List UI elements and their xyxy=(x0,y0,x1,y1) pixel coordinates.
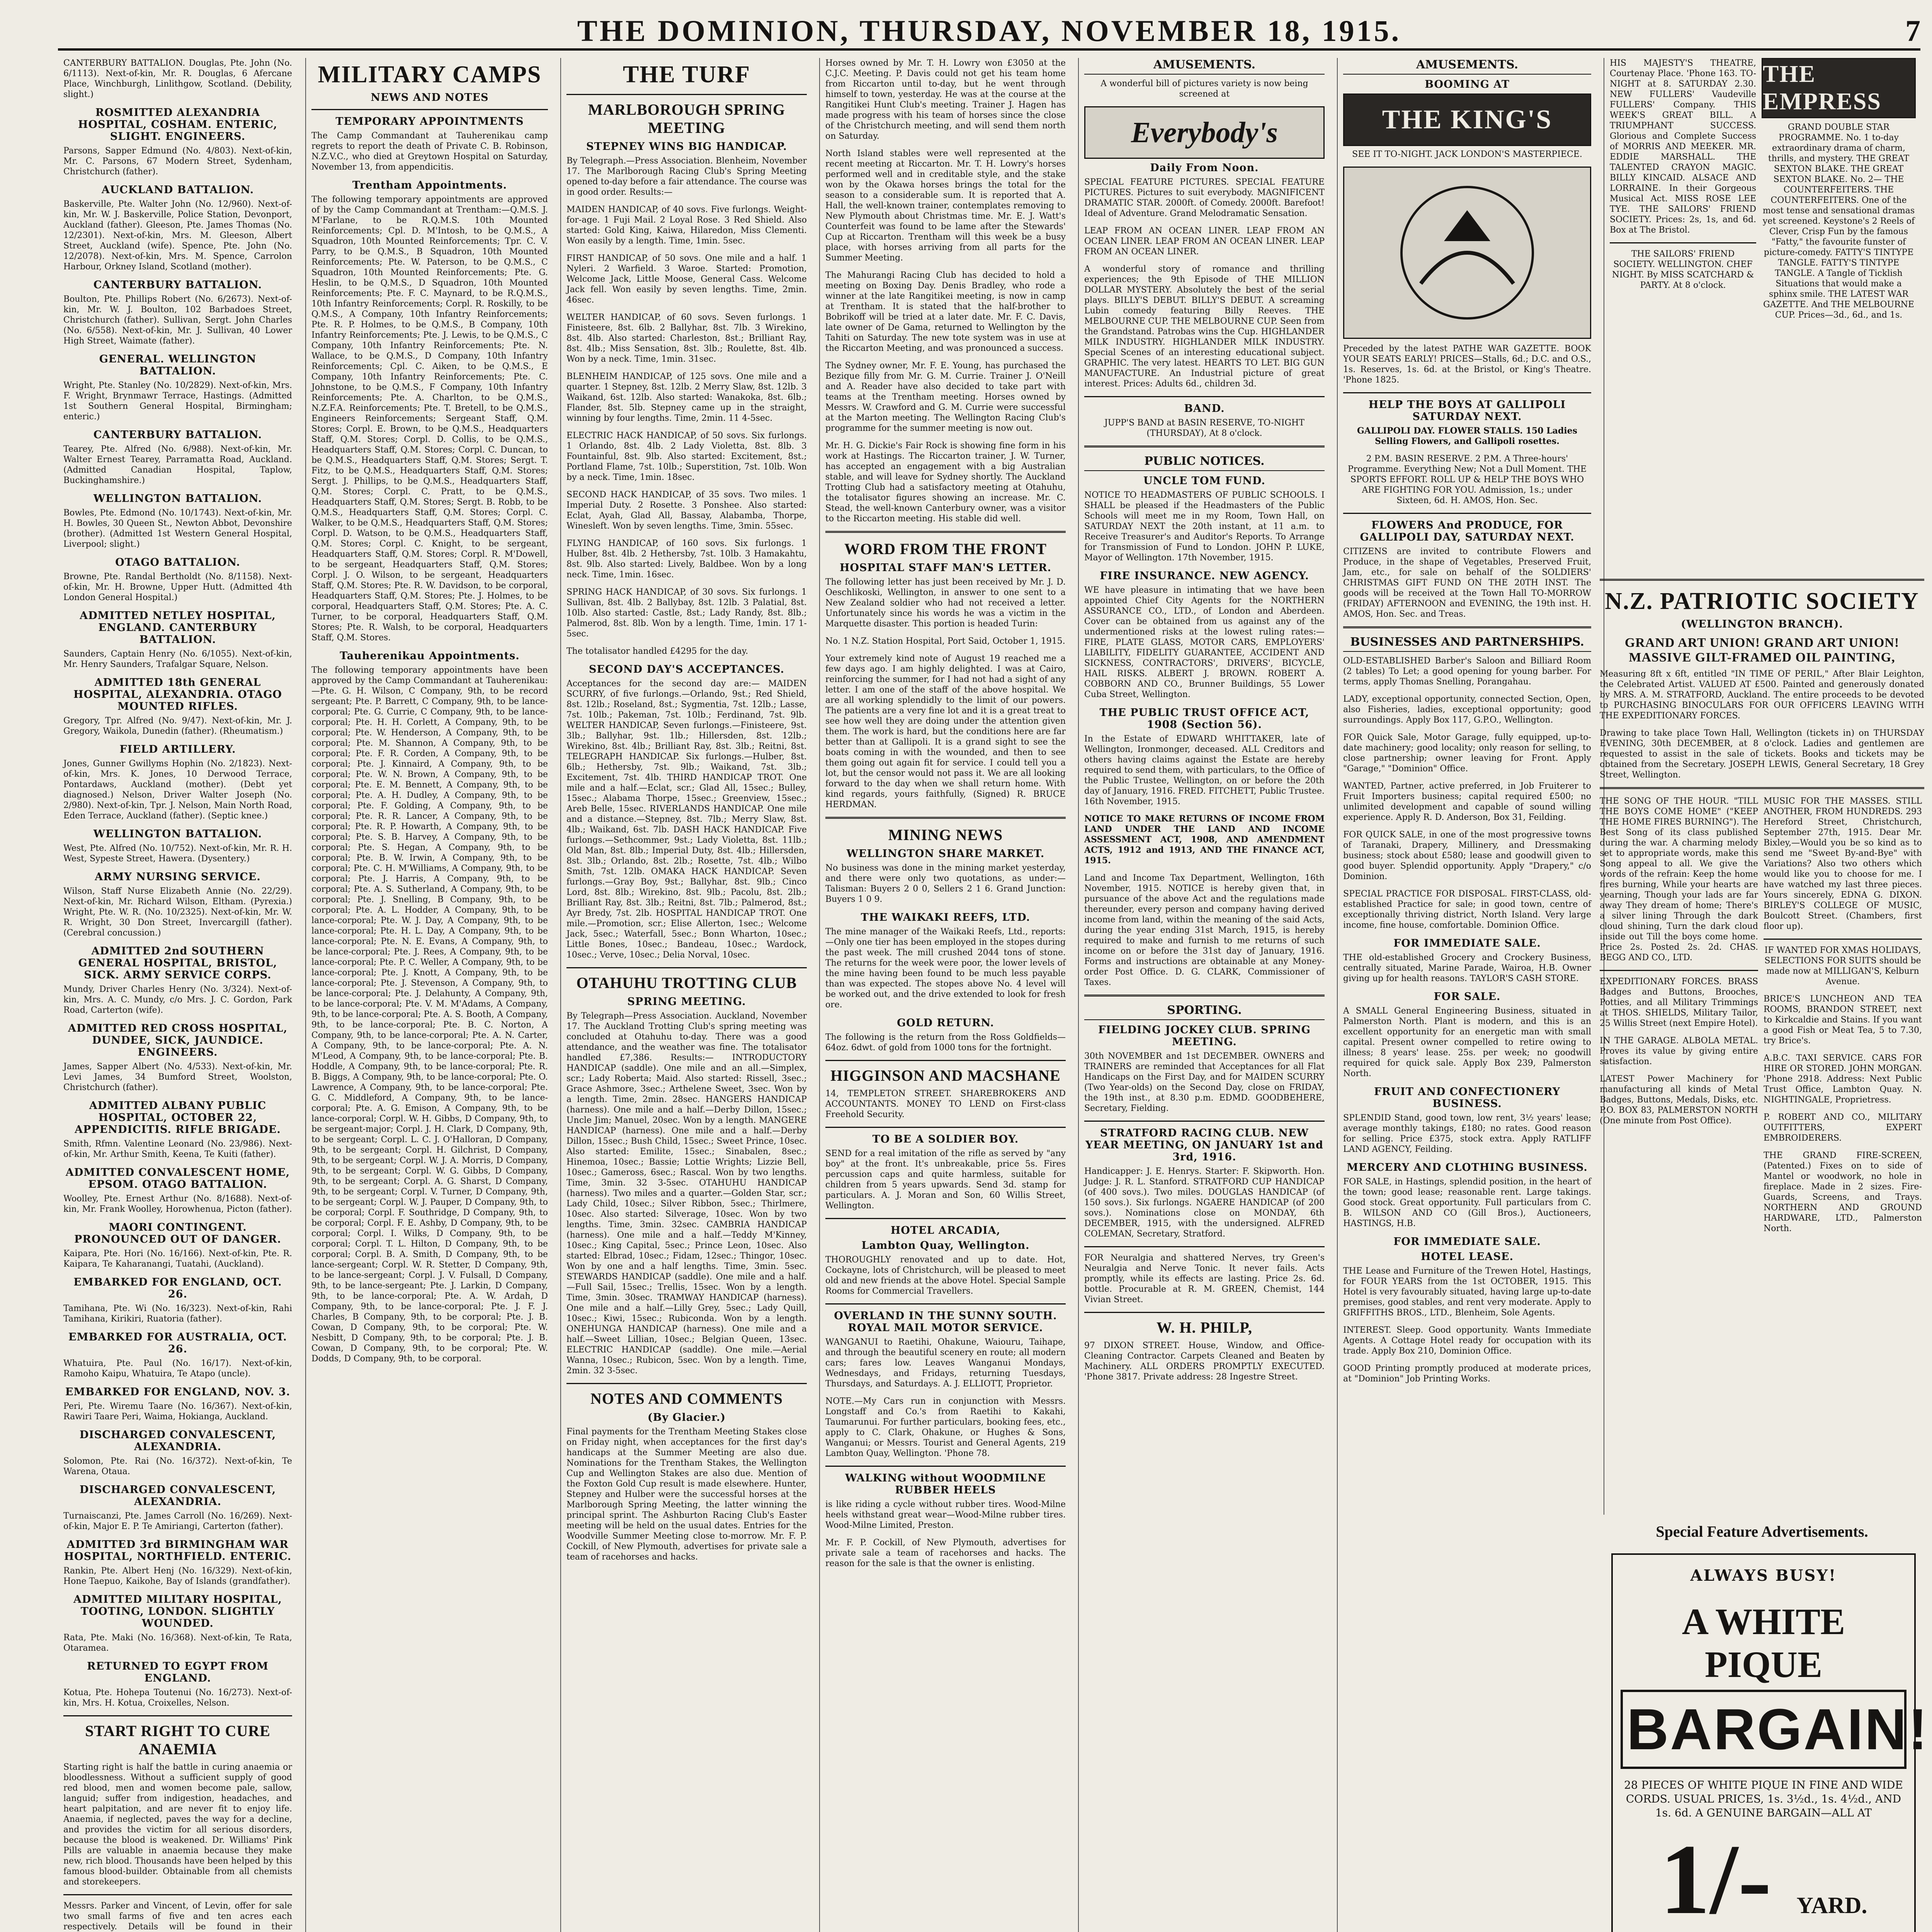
heading: ADMITTED NETLEY HOSPITAL, ENGLAND. CANTERBURY BATTALION. xyxy=(80,610,276,646)
column-turf-continued xyxy=(819,58,1071,1932)
text: By Telegraph—Press Association. Auckland, November 17. The Auckland Trotting Club's spring meeting was concluded at Otahuhu to-day. There was a good attendance, and the weather was fine. The totalisator handled £7,386. Results:— INTRODUCTORY HANDICAP (saddle). One mile and an all.—Simplex, scr.; Lady Roberta; Maid. Also started: Rissell, 3sec.; Grace Ashmore, 3sec.; Arthelene Sweet, 3sec. Won by a length. Time, 2min. 28sec. HANGERS HANDICAP (harness). One mile and a half.—Derby Dillon, 15sec.; Uncle Jim; Manuel, 20sec. Won by a length. MANGERE HANDICAP (harness). One mile and a half.—Derby Dillon, 15sec.; Bush Child, 15sec.; Sweet Prince, 10sec. Also started: Emilite, 15sec.; Sinabalen, 8sec.; Hinemoa, 10sec.; Bassie; Lottie Wrights; Lizzie Bell, 10sec.; Gameross, 6sec.; Rascal. Won by two lengths. Time, 3min. 32 3-5sec. OTAHUHU HANDICAP (harness). Two miles and a quarter.—Golden Star, scr.; Lady Child, 10sec.; Silver Ribbon, 5sec.; Thirlmere, 10sec. Also started: Silverage, 10sec. Won by two lengths. Time, 3min. 32sec. CAMBRIA HANDICAP (harness). One mile and a half.—Teddy M'Kinney, 10sec.; King Capital, 5sec.; Prince Leon, 10sec. Also started: Elbrad, 10sec.; Fidam, 12sec.; Thingor, 10sec. Won by one and a half lengths. Time, 3min. 5sec. STEWARDS HANDICAP (saddle). One mile and a half.—Full Sail, 15sec.; Trellis, 15sec. Won by a length. Time, 3min. 30sec. TRAMWAY HANDICAP (harness). One mile and a half.—Lilly Grey, 5sec.; Lady Quill, 10sec.; Kiwi, 15sec.; Rubiconda. Won by a length. ONEHUNGA HANDICAP (harness). One mile and a half.—Sweet Lillian, 10sec.; Belgian Queen, 13sec. ELECTRIC HANDICAP (saddle). One mile.—Aerial Wanna, 10sec.; Rubicon, 5sec. Won by a length. Time, 2min. 32 3-5sec. xyxy=(566,1011,807,1376)
subheading: OTAHUHU TROTTING CLUB xyxy=(576,974,797,992)
subheading: HOTEL LEASE. xyxy=(1420,1251,1514,1263)
section-title: THE TURF xyxy=(622,61,751,88)
text: Peri, Pte. Wiremu Taare (No. 16/367). Next-of-kin, Rawiri Taare Peri, Waima, Hokianga, Auckland. xyxy=(63,1401,292,1422)
text: Your extremely kind note of August 19 reached me a few days ago. I am highly delighted. I was at Cairo, reinforcing the summer, for I had not had a sight of any letter. I am one of the staff of the above hospital. We are all working splendidly to the limit of our powers. The patients are a very fine lot and it is a great treat to see how well they are doing under the attention given them. The work is hard, but the conditions here are far better than at Gallipoli. It is a grand sight to see the boats coming in with the wounded, and then to see them going out again fit for service. I could tell you a lot, but the censor would not pass it. We are all looking forward to the day when we shall return home. With kind regards, yours faithfully, (Signed) R. BRUCE HERDMAN. xyxy=(825,654,1066,810)
heading: DISCHARGED CONVALESCENT, ALEXANDRIA. xyxy=(79,1429,276,1453)
text: A wonderful story of romance and thrilling experiences; the 9th Episode of THE MILLION DOLLAR MYSTERY. Absolutely the best of the serial plays. BILLY'S DEBUT. BILLY'S DEBUT. A screaming Lubin comedy featuring Billy Reeves. THE MELBOURNE CUP. THE MELBOURNE CUP. Seen from the Grandstand. Patrobas wins the Cup. HIGHLANDER MILK INDUSTRY. HIGHLANDER MILK INDUSTRY. Special Scenes of an interesting educational subject. GRAPHIC. The very latest. HEARTS TO LET. BIG GUN MANUFACTURE. An Industrial picture of great interest. Prices: Adults 6d., children 3d. xyxy=(1084,264,1325,389)
heading: GENERAL. WELLINGTON BATTALION. xyxy=(99,353,257,377)
subheading: GOLD RETURN. xyxy=(897,1017,994,1029)
text: BRICE'S LUNCHEON AND TEA ROOMS, BRANDON STREET, next to Kirkcaldie and Stains. If you want a good Fish or Meat Tea, 5 to 7.30, try Brice's. xyxy=(1764,994,1922,1046)
text: The mine manager of the Waikaki Reefs, Ltd., reports:—Only one tier has been employed in the stopes during the past week. The mill crushed 2044 tons of stone. The returns for the week were poor, the lower levels of the mine having been found to be much less payable than was expected. The stopes above No. 4 level will be worked out, and the drive extended to look for fresh ore. xyxy=(825,927,1066,1010)
text: 2 P.M. BASIN RESERVE. 2 P.M. A Three-hours' Programme. Everything New; Not a Dull Moment. THE SPORTS EFFORT. ROLL UP & HELP THE BOYS WHO ARE FIGHTING FOR YOU. Admission, 1s.; under Sixteen, 6d. H. AMOS, Hon. Sec. xyxy=(1347,454,1587,505)
subheading: Tauherenikau Appointments. xyxy=(340,650,520,662)
section-title: WORD FROM THE FRONT xyxy=(844,540,1047,558)
text: SPRING HACK HANDICAP, of 30 sovs. Six furlongs. 1 Sullivan, 8st. 4lb. 2 Ballybay, 8st. 12lb. 3 Palatial, 8st. 10lb. Also started: Castle, 8st.; Lady Randy, 8st. 8lb.; Palmerod, 8st. 8lb. Won by a length. Time, 1min. 17 1-5sec. xyxy=(566,587,807,639)
text: HIS MAJESTY'S THEATRE, Courtenay Place. 'Phone 163. TO-NIGHT at 8. SATURDAY 2.30. NEW FULLERS' Vaudeville FULLERS' Company. THIS WEEK'S GREAT BILL. A TRIUMPHANT SUCCESS. Glorious and Complete Success of MORRIS AND MEEKER. MR. EDDIE MARSHALL. THE TALENTED CRAYON MAGIC. BILLY KINCAID. ALSACE AND LORRAINE. In their Gorgeous Musical Act. MISS ROSE LEE TYE. THE SAILORS' FRIEND SOCIETY. Prices: 2s, 1s, and 6d. Box at The Bristol. xyxy=(1610,58,1757,235)
text: Measuring 8ft x 6ft, entitled "IN TIME OF PERIL," After Blair Leighton, the Celebrated Artist. VALUED AT £500. Painted and generously donated by MRS. A. M. STRATFORD, Auckland. The entire proceeds to be devoted to PURCHASING BINOCULARS FOR OUR OFFICERS LEAVING WITH THE EXPEDITIONARY FORCES. xyxy=(1600,669,1924,721)
text: Gregory, Tpr. Alfred (No. 9/47). Next-of-kin, Mr. J. Gregory, Waikola, Dunedin (father). (Rheumatism.) xyxy=(63,716,292,736)
subheading: MARLBOROUGH SPRING MEETING xyxy=(588,101,786,136)
logo-text: THE KING'S xyxy=(1382,105,1553,134)
price-unit: YARD. xyxy=(1796,1893,1867,1918)
column-amusements-notices xyxy=(1078,58,1330,1932)
ad-text: FOR Neuralgia and shattered Nerves, try Green's Neuralgia and Nerve Tonic. It never fails. Acts promptly, while its effects are lasting. Price 2s. 6d. bottle. Procurable at R. M. GREEN, Chemist, 144 Vivian Street. xyxy=(1084,1253,1325,1304)
text: Whatuira, Pte. Paul (No. 16/17). Next-of-kin, Ramoho Kaipu, Whatuira, Te Atapo (uncle). xyxy=(63,1359,292,1379)
text: THE SAILORS' FRIEND SOCIETY. WELLINGTON. CHEF NIGHT. By MISS SCATCHARD & PARTY. At 8 o'clock. xyxy=(1612,249,1754,290)
ad-heading: OVERLAND IN THE SUNNY SOUTH. ROYAL MAIL MOTOR SERVICE. xyxy=(834,1310,1057,1334)
text: The following temporary appointments have been approved by the Camp Commandant at Tauherenikau:—Pte. G. H. Wilson, C Company, 9th, to be record sergeant; Pte. P. Barrett, C Company, 9th, to be lance-corporal; Pte. G. Currie, C Company, 9th, to be lance-corporal; Pte. H. H. Corlett, A Company, 9th, to be corporal; Pte. W. Henderson, A Company, 9th, to be corporal; Pte. M. Shannon, A Company, 9th, to be corporal; Pte. F. R. Corden, A Company, 9th, to be corporal; Pte. J. Kinnaird, A Company, 9th, to be corporal; Pte. W. N. Brown, A Company, 9th, to be corporal; Pte. E. M. Bennett, A Company, 9th, to be corporal; Pte. A. H. Dudley, A Company, 9th, to be corporal; Pte. F. Golding, A Company, 9th, to be corporal; Pte. R. R. Lancer, A Company, 9th, to be corporal; Pte. R. P. Howarth, A Company, 9th, to be corporal; Pte. S. B. Harvey, A Company, 9th, to be corporal; Pte. S. Hegan, A Company, 9th, to be corporal; Pte. B. W. Irwin, A Company, 9th, to be corporal; Pte. C. H. M'Williams, A Company, 9th, to be corporal; Pte. J. Harris, A Company, 9th, to be corporal; Pte. A. S. Sutherland, A Company, 9th, to be corporal; Pte. J. Snelling, B Company, 9th, to be corporal; Pte. A. L. Hodder, A Company, 9th, to be lance-corporal; Pte. W. J. Day, A Company, 9th, to be lance-corporal; Pte. H. L. Day, A Company, 9th, to be lance-corporal; Pte. N. E. Evans, A Company, 9th, to be lance-corporal; Pte. J. Rees, A Company, 9th, to be lance-corporal; Pte. P. C. Weller, A Company, 9th, to be lance-corporal; Pte. J. Knott, A Company, 9th, to be lance-corporal; Pte. J. Stevenson, A Company, 9th, to be lance-corporal; Pte. J. Delahunty, A Company, 9th, to be lance-corporal; Pte. V. M. M'Adams, A Company, 9th, to be lance-corporal; Pte. A. S. Booth, A Company, 9th, to be lance-corporal; Pte. B. C. Norton, A Company, 9th, to be lance-corporal; Pte. A. N. Carter, A Company, 9th, to be lance-corporal; Pte. A. N. M'Leod, A Company, 9th, to be lance-corporal; Pte. B. Hoddle, A Company, 9th, to be lance-corporal; Pte. R. B. Biggs, A Company, 9th, to be lance-corporal; Pte. O. Lawrence, A Company, 9th, to be lance-corporal; Pte. G. C. Middleford, A Company, 9th, to be lance-corporal; Pte. A. G. Emison, A Company, 9th, to be lance-corporal; Corpl. W. H. Gibbs, D Company, 9th, to be sergeant-major; Corpl. J. H. Clark, D Company, 9th, to be sergeant; Corpl. L. C. J. O'Halloran, D Company, 9th, to be sergeant; Corpl. H. Gilchrist, D Company, 9th, to be sergeant; Corpl. W. J. A. Morris, D Company, 9th, to be sergeant; Corpl. W. G. Gibbs, D Company, 9th, to be sergeant; Corpl. A. G. Sharst, D Company, 9th, to be sergeant; Corpl. V. Turner, D Company, 9th, to be sergeant; Corpl. W. J. Pauper, D Company, 9th, to be corporal; Corpl. F. Southridge, D Company, 9th, to be corporal; Corpl. F. E. Ashby, D Company, 9th, to be corporal; Corpl. I. Wilks, D Company, 9th, to be corporal; Corpl. T. L. Hilton, D Company, 9th, to be corporal; Corpl. B. A. Smith, D Company, 9th, to be lance-sergeant; Corpl. W. R. Stetter, D Company, 9th, to be lance-sergeant; Corpl. J. V. Fulsall, D Company, 9th, to be lance-sergeant; Pte. J. Larkin, D Company, 9th, to be lance-corporal; Pte. A. W. Ardah, D Company, 9th, to be lance-corporal; Pte. J. F. J. Charles, B Company, 9th, to be corporal; Pte. J. B. Cowan, D Company, 9th, to be corporal; Pte. W. Nesbitt, D Company, 9th, to be corporal; Pte. J. B. Cowan, D Company, 9th, to be corporal; Pte. W. Dodds, D Company, 9th, to be corporal. xyxy=(311,665,548,1364)
ad-text: THOROUGHLY renovated and up to date. Hot, Cockayne, lots of Christchurch, will be pleased to meet old and new friends at the above Hotel. Special Sample Rooms for Commercial Travellers. xyxy=(825,1255,1066,1296)
ad-text: SEND for a real imitation of the rifle as served by "any boy" at the front. It's unbreakable, price 5s. Fires percussion caps and quite harmless, suitable for children from 5 years upwards. Send 3d. stamp for particulars. A. J. Moran and Son, 60 Willis Street, Wellington. xyxy=(825,1149,1066,1211)
text: Wilson, Staff Nurse Elizabeth Annie (No. 22/29). Next-of-kin, Mr. Richard Wilson, Eltham. (Pyrexia.) Wright, Pte. W. R. (No. 10/2325). Next-of-kin, Mr. W. R. Wright, 30 Don Street, Invercargill (father). (Cerebral concussion.) xyxy=(63,886,292,938)
column-military-camps xyxy=(305,58,553,1932)
text: CITIZENS are invited to contribute Flowers and Produce, in the shape of Vegetables, Preserved Fruit, Jam, etc., for sale on behalf of the SOLDIERS' CHRISTMAS GIFT FUND ON THE 20TH INST. The goods will be received at the Town Hall TO-MORROW (FRIDAY) AFTERNOON and EVENING, the 19th inst. H. AMOS, Hon. Sec. and Treas. xyxy=(1343,547,1591,619)
heading: EMBARKED FOR AUSTRALIA, OCT. 26. xyxy=(68,1331,287,1355)
ad-bargain: BARGAIN! xyxy=(1621,1690,1906,1769)
subheading: FRUIT AND CONFECTIONERY BUSINESS. xyxy=(1374,1086,1561,1110)
page-number: 7 xyxy=(1905,14,1920,48)
patriotic-society-ad xyxy=(1600,572,1924,1241)
column-casualties xyxy=(58,58,298,1932)
heading: WELLINGTON BATTALION. xyxy=(93,828,262,840)
subheading: Trentham Appointments. xyxy=(352,179,507,191)
text: SPECIAL PRACTICE FOR DISPOSAL. FIRST-CLASS, old-established Practice for sale; in good town, centre of exceptionally thriving district, North Island. Very large income, fine house, comfortable. Dominion Office. xyxy=(1343,889,1591,930)
text: FLYING HANDICAP, of 160 sovs. Six furlongs. 1 Hulber, 8st. 4lb. 2 Hethersby, 7st. 10lb. 3 Hamakahtu, 8st. 9lb. Also started: Lively, Baldbee. Won by a long neck. Time, 1min. 16sec. xyxy=(566,539,807,580)
heading: FIELD ARTILLERY. xyxy=(119,743,236,755)
text: THE GRAND FIRE-SCREEN, (Patented.) Fixes on to side of Mantel or woodwork, no hole in fireplace. Made in 2 sizes. Fire-Guards, Screens, and Trays. NORTHERN AND GROUND HARDWARE, LTD., Palmerston North. xyxy=(1764,1151,1922,1233)
ad-heading: START RIGHT TO CURE ANAEMIA xyxy=(85,1722,270,1758)
text: The totalisator handled £4295 for the day. xyxy=(566,646,748,656)
text: MAIDEN HANDICAP, of 40 sovs. Five furlongs. Weight-for-age. 1 Fuji Mail. 2 Loyal Rose. 3 Red Shield. Also started: Gold King, Kaiwa, Hilaredon, Miss Clementi. Won easily by a length. Time, 1min. 5sec. xyxy=(566,205,807,246)
text: BLENHEIM HANDICAP, of 125 sovs. One mile and a quarter. 1 Stepney, 8st. 12lb. 2 Merry Slaw, 8st. 12lb. 3 Waikand, 6st. 12lb. Also started: Wanakoka, 8st. 6lb.; Flander, 8st. 5lb. Stepney came up in the straight, winning by four lengths. Time, 2min. 11 4-5sec. xyxy=(566,372,807,423)
ad-heading: W. H. PHILP, xyxy=(1156,1319,1252,1336)
section-title: AMUSEMENTS. xyxy=(1343,58,1591,75)
text: Rankin, Pte. Albert Henj (No. 16/329). Next-of-kin, Hone Taepuo, Kaikohe, Bay of Islands (grandfather). xyxy=(63,1566,292,1586)
ad-text: 14, TEMPLETON STREET. SHAREBROKERS AND ACCOUNTANTS. MONEY TO LEND on First-class Freehold Security. xyxy=(825,1089,1066,1119)
heading: CANTERBURY BATTALION. xyxy=(93,279,262,291)
subheading: (By Glacier.) xyxy=(647,1412,726,1423)
price: 1/- xyxy=(1660,1824,1772,1932)
subheading: HOSPITAL STAFF MAN'S LETTER. xyxy=(839,562,1052,574)
text: SECOND HACK HANDICAP, of 35 sovs. Two miles. 1 Imperial Duty. 2 Rosette. 3 Ponshee. Also started: Eclat, Ayah, Glad All, Bassay, Alabamba, Thorpe, Winesleft. Won by seven lengths. Time, 3min. 55sec. xyxy=(566,490,807,531)
heading: ADMITTED 18th GENERAL HOSPITAL, ALEXANDRIA. OTAGO MOUNTED RIFLES. xyxy=(73,677,282,713)
ad-tagline: ALWAYS BUSY! xyxy=(1690,1566,1837,1585)
text: Tearey, Pte. Alfred (No. 6/988). Next-of-kin, Mr. Walter Ernest Tearey, Parramatta Road, Auckland. (Admitted Canadian Hospital, Taplow, Buckinghamshire.) xyxy=(63,444,292,485)
heading: RETURNED TO EGYPT FROM ENGLAND. xyxy=(87,1660,269,1684)
text: WANTED, Partner, active preferred, in Job Fruiterer to Fruit Importers business; capital required £500; no unlimited development and capable of sound willing experience. Apply R. D. Anderson, Box 31, Feilding. xyxy=(1343,781,1591,822)
text: THE Lease and Furniture of the Trewen Hotel, Hastings, for FOUR YEARS from the 1st OCTOBER, 1915. This Hotel is very favourably situated, having large up-to-date premises, good stables, and rent very moderate. Apply to GRIFFITHS BROS., LTD., Blenheim, Sole Agents. xyxy=(1343,1266,1591,1318)
heading: ROSMITTED ALEXANDRIA HOSPITAL, COSHAM. ENTERIC, SLIGHT. ENGINEERS. xyxy=(78,107,277,143)
ad-subheading: (WELLINGTON BRANCH). xyxy=(1681,618,1843,630)
text: A.B.C. TAXI SERVICE. CARS FOR HIRE OR STORED. JOHN MORGAN. 'Phone 2918. Address: Next Public Trust Office, Lambton Quay. N. NIGHTINGALE, Proprietress. xyxy=(1764,1053,1922,1105)
text: The Mahurangi Racing Club has decided to hold a meeting on Boxing Day. Denis Bradley, who rode a winner at the late Rangitikei meeting, is now in camp at Trentham. It is stated that the half-brother to Bobrikoff will be tried at a later date. Mr. F. C. Davis, late owner of De Gama, returned to Wellington by the Tahiti on Saturday. The new tote system was in use at the Riccarton Meeting, and was pronounced a success. xyxy=(825,270,1066,353)
ad-text: Starting right is half the battle in curing anaemia or bloodlessness. Without a sufficient supply of good red blood, men and women become pale, sallow, languid; suffer from indigestion, headaches, and heart palpitation, and are never fit to enjoy life. Anaemia, if neglected, paves the way for a decline, and provides the victim for all serious disorders, because the blood is weakened. Dr. Williams' Pink Pills are valuable in anaemia because they make new, rich blood. Thousands have been helped by this famous blood-builder. Obtainable from all chemists and storekeepers. xyxy=(63,1762,292,1887)
text: Kaipara, Pte. Hori (No. 16/166). Next-of-kin, Pte. R. Kaipara, Te Kaharanangi, Tuatahi, (Auckland). xyxy=(63,1249,292,1269)
text: West, Pte. Alfred (No. 10/752). Next-of-kin, Mr. R. H. West, Sypeste Street, Hawera. (Dysentery.) xyxy=(63,844,292,864)
everybodys-logo xyxy=(1084,106,1325,159)
ad-text: NOTE.—My Cars run in conjunction with Messrs. Longstaff and Co.'s from Raetihi to Kakahi, Taumarunui. For further particulars, booking fees, etc., apply to C. Clark, Ohakune, or Hughes & Sons, Wanganui; or Messrs. Tourist and General Agents, 219 Lambton Quay, Wellington. 'Phone 78. xyxy=(825,1396,1066,1458)
text: IN THE GARAGE. ALBOLA METAL. Proves its value by giving entire satisfaction. xyxy=(1600,1036,1758,1066)
heading: CANTERBURY BATTALION. xyxy=(93,429,262,441)
text: Saunders, Captain Henry (No. 6/1055). Next-of-kin, Mr. Henry Saunders, Trafalgar Square, Nelson. xyxy=(63,649,292,669)
text: Parsons, Sapper Edmund (No. 4/803). Next-of-kin, Mr. C. Parsons, 67 Modern Street, Sydenham, Christchurch (father). xyxy=(63,146,292,177)
text: No business was done in the mining market yesterday, and there were only two quotations, as under:— Talisman: Buyers 2 0 0, Sellers 2 1 6. Grand Junction: Buyers 1 0 9. xyxy=(825,863,1066,904)
text: INTEREST. Sleep. Good opportunity. Wants Immediate Agents. A Cottage Hotel ready for occupation with its trade. Apply Box 210, Dominion Office. xyxy=(1343,1325,1591,1356)
text: FOR Quick Sale, Motor Garage, fully equipped, up-to-date machinery; good locality; only reason for selling, to close partnership; owner leaving for Front. Apply "Garage," "Dominion" Office. xyxy=(1343,733,1591,774)
empress-logo xyxy=(1762,58,1916,118)
section-title: SPORTING. xyxy=(1084,1003,1325,1020)
text: FIRST HANDICAP, of 50 sovs. One mile and a half. 1 Nyleri. 2 Warfield. 3 Waroe. Started: Promotion, Welcome Jack, Little Moose, General Cass. Welcome Jack fell. Won easily by seven lengths. Time, 2min. 46sec. xyxy=(566,253,807,305)
subheading: FIELDING JOCKEY CLUB. SPRING MEETING. xyxy=(1098,1024,1311,1048)
text: North Island stables were well represented at the recent meeting at Riccarton. Mr. T. H. Lowry's horses performed well and in creditable style, and the stake won by the Okawa horses brings the total for the season to a considerable sum. It is reported that A. Hall, the well-known trainer, contemplates removing to New Plymouth about Christmas time. Mr. E. J. Watt's Counterfeit was found to be lame after the Stewards' Cup at Riccarton. Trentham will this week be a busy place, with horses arriving from all parts for the Summer Meeting. xyxy=(825,149,1066,263)
text: OLD-ESTABLISHED Barber's Saloon and Billiard Room (2 tables) To Let; a good opening for young barber. For terms, apply Thomas Snelling, Porangahau. xyxy=(1343,656,1591,687)
subheading: Daily From Noon. xyxy=(1150,162,1259,174)
text: Baskerville, Pte. Walter John (No. 12/960). Next-of-kin, Mr. W. J. Baskerville, Police Station, Devonport, Auckland (father). Gleeson, Pte. James Thomas (No. 12/2301). Next-of-kin, Mrs. M. Gleeson, Albert Street, Auckland (wife). Spence, Pte. John (No. 12/2078). Next-of-kin, Mrs. M. Spence, Carrolon Harbour, Orkney Island, Scotland (mother). xyxy=(63,199,292,272)
heading: EMBARKED FOR ENGLAND, OCT. 26. xyxy=(73,1276,282,1300)
heading: DISCHARGED CONVALESCENT, ALEXANDRIA. xyxy=(79,1484,276,1508)
text: FOR SALE, in Hastings, splendid position, in the heart of the town; good lease; reasonable rent. Large takings. Good stock. Great opportunity. Full particulars from C. B. WILSON AND CO (Gill Bros.), Auctioneers, HASTINGS, H.B. xyxy=(1343,1177,1591,1228)
ad-text: 97 DIXON STREET. House, Window, and Office-Cleaning Contractor. Carpets Cleaned and Beaten by Machinery. ALL ORDERS PROMPTLY EXECUTED. 'Phone 3817. Private address: 28 Ingestre Street. xyxy=(1084,1341,1325,1382)
heading: AUCKLAND BATTALION. xyxy=(101,184,254,196)
ad-text: 28 PIECES OF WHITE PIQUE IN FINE AND WIDE CORDS. USUAL PRICES, 1s. 3½d., 1s. 4½d., AND 1s. 6d. A GENUINE BARGAIN—ALL AT xyxy=(1624,1779,1903,1819)
subheading: THE WAIKAKI REEFS, LTD. xyxy=(861,912,1031,923)
subheading: FOR IMMEDIATE SALE. xyxy=(1393,937,1541,949)
subheading: WELLINGTON SHARE MARKET. xyxy=(846,848,1045,860)
text: Woolley, Pte. Ernest Arthur (No. 8/1688). Next-of-kin, Mr. Frank Woolley, Horowhenua, Picton (father). xyxy=(63,1194,292,1214)
text: WE have pleasure in intimating that we have been appointed Chief City Agents for the NORTHERN ASSURANCE CO., LTD., of London and Aberdeen. Cover can be obtained from us against any of the undermentioned risks at the lowest ruling rates:— FIRE, PLATE GLASS, MOTOR CARS, EMPLOYERS' LIABILITY, FIDELITY GUARANTEE, ACCIDENT AND SICKNESS, CONTRACTORS', DRIVERS', BICYCLE, HAIL RISKS. ALBERT J. BROWN. ROBERT A. COBBORN AND CO., Brunner Buildings, 55 Lower Cuba Street, Wellington. xyxy=(1084,585,1325,699)
text: Land and Income Tax Department, Wellington, 16th November, 1915. NOTICE is hereby given that, in pursuance of the above Act and the regulations made thereunder, every person and company having derived income from land, within the meaning of the said Acts, during the year ending 31st March, 1915, is hereby required to make and furnish to me returns of such income on or before the 31st day of January, 1916. Forms and instructions are obtainable at any Money-order Post Office. D. G. CLARK, Commissioner of Taxes. xyxy=(1084,873,1325,987)
text: James, Sapper Albert (No. 4/533). Next-of-kin, Mr. Levi James, 34 Bumford Street, Woolston, Christchurch (father). xyxy=(63,1062,292,1092)
text: Mr. F. P. Cockill, of New Plymouth, advertises for private sale a team of racehorses and hacks. The reason for the sale is that the owner is enlisting. xyxy=(825,1538,1066,1568)
text: Bowles, Pte. Edmond (No. 10/1743). Next-of-kin, Mr. H. Bowles, 30 Queen St., Newton Abbot, Devonshire (brother). (Admitted 1st Western General Hospital, Liverpool; slight.) xyxy=(63,508,292,549)
text: Final payments for the Trentham Meeting Stakes close on Friday night, when acceptances for the first day's handicaps at the Summer Meeting are also due. Nominations for the Trentham Stakes, the Wellington Cup and Wellington Stakes are also due. Mention of the Foxton Gold Cup result is made elsewhere. Hunter, Stepney and Hulber were the successful horses at the Marlborough Spring Meeting, the latter winning the principal sprint. The Ashburton Racing Club's Easter meeting will be held on the usual dates. Entries for the Woodville Summer Meeting close to-morrow. Mr. F. P. Cockill, of New Plymouth, advertises for private sale a team of racehorses and hacks. xyxy=(566,1427,807,1562)
section-title: MILITARY CAMPS xyxy=(318,61,542,88)
subheading: FOR IMMEDIATE SALE. xyxy=(1393,1236,1541,1248)
text: Horses owned by Mr. T. H. Lowry won £3050 at the C.J.C. Meeting. P. Davis could not get his team home from Riccarton until to-day, but he went through himself to town, yesterday. He was at the course at the Rangitikei Hunt Club's meeting. Trainer J. Hagen has made progress with his team of horses since the close of the Christchurch meeting, and will send them north on Saturday. xyxy=(825,58,1066,141)
ad-heading: WALKING without WOODMILNE RUBBER HEELS xyxy=(845,1472,1046,1496)
text: THE SONG OF THE HOUR. "TILL THE BOYS COME HOME" ("KEEP THE HOME FIRES BURNING"). The Best Song of its class published during the war. A charming melody set to appropriate words, make this Song appeal to all. We give the words of the refrain: Keep the home fires burning, While your hearts are yearning, Though your lads are far away They dream of home; There's a silver lining Through the dark cloud shining, Turn the dark cloud inside out Till the boys come home. Price 2s. Posted 2s. 2d. CHAS. BEGG AND CO., LTD. xyxy=(1600,796,1758,963)
heading: WELLINGTON BATTALION. xyxy=(93,493,262,505)
text: The Camp Commandant at Tauherenikau camp regrets to report the death of Private C. B. Robinson, N.Z.V.C., who died at Greytown Hospital on Saturday, November 13, from appendicitis. xyxy=(311,131,548,172)
subheading: FIRE INSURANCE. NEW AGENCY. xyxy=(1100,570,1309,582)
text: SEE IT TO-NIGHT. JACK LONDON'S MASTERPIECE. xyxy=(1352,150,1582,159)
page-header xyxy=(58,12,1920,51)
ad-text: WANGANUI to Raetihi, Ohakune, Waiouru, Taihape, and through the beautiful scenery en route; all modern cars; fares low. Leaves Wanganui Mondays, Wednesdays, and Fridays, returning Tuesdays, Thursdays, and Saturdays. A. J. ELLIOTT, Proprietor. xyxy=(825,1337,1066,1389)
text: JUPP'S BAND at BASIN RESERVE, TO-NIGHT (THURSDAY), At 8 o'clock. xyxy=(1104,418,1304,438)
text: Boulton, Pte. Phillips Robert (No. 6/2673). Next-of-kin, Mr. W. J. Boulton, 102 Barbadoes Street, Christchurch (father). Sullivan, Sergt. John Charles (No. 6/558). Next-of-kin, Mr. J. Sullivan, 40 Lower High Street, Waimate (father). xyxy=(63,294,292,346)
newspaper-title: THE DOMINION, THURSDAY, NOVEMBER 18, 1915. xyxy=(577,14,1401,48)
subheading: FLOWERS And PRODUCE, FOR GALLIPOLI DAY, SATURDAY NEXT. xyxy=(1360,519,1575,543)
text: Rata, Pte. Maki (No. 16/368). Next-of-kin, Te Rata, Otaramea. xyxy=(63,1633,292,1653)
price-tag xyxy=(1621,1824,1906,1932)
ad-headline: A WHITE PIQUE xyxy=(1682,1601,1845,1685)
subheading: NOTES AND COMMENTS xyxy=(590,1390,783,1407)
text: THE old-established Grocery and Crockery Business, centrally situated, Marine Parade, Wairoa, H.B. Owner giving up for health reasons. TAYLOR'S CASH STORE. xyxy=(1343,953,1591,983)
text: Acceptances for the second day are:— MAIDEN SCURRY, of five furlongs.—Orlando, 9st.; Red Shield, 8st. 12lb.; Roseland, 8st.; Sygmentia, 7st. 12lb.; Lasse, 7st. 10lb.; Pakeman, 7st. 10lb.; Ferdinand, 7st. 9lb. WELTER HANDICAP, Seven furlongs.—Finisteere, 9st. 3lb.; Ballyhar, 9st. 1lb.; Hillersden, 8st. 12lb.; Wirekino, 8st. 4lb.; Brilliant Ray, 8st. 3lb.; Reitni, 8st. TELEGRAPH HANDICAP. Six furlongs.—Hulber, 8st. 6lb.; Hethersby, 7st. 9lb.; Waikand, 7st. 3lb.; Excitement, 7st. 4lb. THIRD HANDICAP TROT. One mile and a half.—Eclat, scr.; Glad All, 15sec.; Bulley, 15sec.; Alabama Thorpe, 15sec.; Greenview, 15sec.; Areb Belle, 15sec. RIVERLANDS HANDICAP. One mile and a distance.—Stepney, 8st. 7lb.; Merry Slaw, 8st. 4lb.; Waikand, 6st. 7lb. DASH HACK HANDICAP. Five furlongs.—Sethcommer, 9st.; Lady Violetta, 8st. 11lb.; Old Man, 8st. 8lb.; Imperial Duty, 8st. 4lb.; Hillersden, 8st. 3lb.; Orlando, 8st. 2lb.; Rosette, 7st. 4lb.; Wilbo Smith, 7st. 12lb. OMAKA HACK HANDICAP. Seven furlongs.—Gray Boy, 9st.; Ballyhar, 8st. 9lb.; Cinco Lord, 8st. 8lb.; Wirekino, 8st. 9lb.; Pacolu, 8st. 2lb.; Brilliant Ray, 8st. 3lb.; Reitni, 8st. 7lb.; Palmerod, 8st.; Ayr Bredy, 7st. 2lb. HOSPITAL HANDICAP TROT. One mile.—Promotion, scr.; Elise Allerton, 1sec.; Welcome Jack, 5sec.; Waterfall, 5sec.; Bonn Wharton, 10sec.; Little Bones, 10sec.; Bandeau, 10sec.; Wardock, 10sec.; Verve, 10sec.; Delia Norval, 10sec. xyxy=(566,679,807,960)
ad-heading: HOTEL ARCADIA, xyxy=(890,1225,1001,1236)
subheading: STRATFORD RACING CLUB. NEW YEAR MEETING, ON JANUARY 1st and 3rd, 1916. xyxy=(1085,1127,1323,1163)
illustration-icon xyxy=(1390,175,1544,330)
section-title: AMUSEMENTS. xyxy=(1084,58,1325,75)
text: Wright, Pte. Stanley (No. 10/2829). Next-of-kin, Mrs. F. Wright, Brynmawr Terrace, Hastings. (Admitted 1st Southern General Hospital, Birmingham; enteric.) xyxy=(63,381,292,422)
text: NOTICE TO MAKE RETURNS OF INCOME FROM LAND UNDER THE LAND AND INCOME ASSESSMENT ACT, 1908, AND AMENDMENT ACTS, 1912 and 1913, AND THE FINANCE ACT, 1915. xyxy=(1084,814,1325,866)
heading: OTAGO BATTALION. xyxy=(115,556,240,568)
section-title: PUBLIC NOTICES. xyxy=(1084,454,1325,471)
text: In the Estate of EDWARD WHITTAKER, late of Wellington, Ironmonger, deceased. ALL Creditors and others having claims against the Estate are hereby required to send them, with particulars, to the Office of the Public Trustee, Wellington, on or before the 20th day of January, 1916. FRED. FITCHETT, Public Trustee. 16th November, 1915. xyxy=(1084,734,1325,806)
subheading: SECOND DAY'S ACCEPTANCES. xyxy=(588,663,785,675)
subheading: SPRING MEETING. xyxy=(627,996,746,1008)
text: EXPEDITIONARY FORCES. BRASS Badges and Buttons, Brooches, Potties, and all Military Trimmings at THOS. SHIELDS, Military Tailor, 25 Willis Street (next Empire Hotel). xyxy=(1600,977,1758,1028)
subheading: STEPNEY WINS BIG HANDICAP. xyxy=(586,141,787,153)
text: MUSIC FOR THE MASSES. STILL ANOTHER, FROM HUNDREDS. 293 Hereford Street, Christchurch, September 27th, 1915. Dear Mr. Bixley,—Would you be so kind as to send me "Sweet By-and-Bye" with Variations? Also two others which would like you to choose for me. I have watched my last three pieces. Yours sincerely, EDNA G. DIXON. BIRLEY'S COLLEGE OF MUSIC, Boulcott Street. (Chambers, first floor up). xyxy=(1764,796,1922,931)
text: WELTER HANDICAP, of 60 sovs. Seven furlongs. 1 Finisteere, 8st. 6lb. 2 Ballyhar, 8st. 7lb. 3 Wirekino, 8st. 4lb. Also started: Charleston, 8st.; Brilliant Ray, 8st. 4lb.; Miss Sensation, 8st. 3lb.; Roulette, 8st. 4lb. Won by a neck. Time, 1min. 31sec. xyxy=(566,313,807,364)
special-feature-heading: Special Feature Advertisements. xyxy=(1656,1523,1868,1540)
text: Preceded by the latest PATHE WAR GAZETTE. BOOK YOUR SEATS EARLY! PRICES—Stalls, 6d.; D.C. and O.S., 1s. Reserves, 1s. 6d. at the Bristol, or King's Theatre. 'Phone 1825. xyxy=(1343,344,1591,385)
ad-heading: N.Z. PATRIOTIC SOCIETY xyxy=(1605,588,1919,614)
ad-heading: GRAND ART UNION! GRAND ART UNION! MASSIVE GILT-FRAMED OIL PAINTING, xyxy=(1624,636,1900,665)
subheading: MERCERY AND CLOTHING BUSINESS. xyxy=(1347,1162,1588,1173)
subheading: BAND. xyxy=(1184,403,1225,415)
section-title: BUSINESSES AND PARTNERSHIPS. xyxy=(1343,635,1591,652)
heading: ADMITTED ALBANY PUBLIC HOSPITAL, OCTOBER 22, APPENDICITIS. RIFLE BRIGADE. xyxy=(75,1100,281,1136)
column-turf xyxy=(560,58,812,1932)
heading: ARMY NURSING SERVICE. xyxy=(95,871,261,883)
ad-heading: TO BE A SOLDIER BOY. xyxy=(872,1133,1019,1145)
subheading: BOOMING AT xyxy=(1425,78,1510,90)
subheading: FOR SALE. xyxy=(1434,991,1501,1003)
ad-text: is like riding a cycle without rubber tires. Wood-Milne heels withstand great wear—Wood-Milne rubber tires. Wood-Milne Limited, Preston. xyxy=(825,1500,1066,1530)
queree-bros-ad xyxy=(1611,1553,1929,1932)
text: IF WANTED FOR XMAS HOLIDAYS, SELECTIONS FOR SUITS should be made now at MILLIGAN'S, Kelburn Avenue. xyxy=(1764,946,1921,986)
ad-subheading: Lambton Quay, Wellington. xyxy=(861,1240,1030,1252)
text: FOR QUICK SALE, in one of the most progressive towns of Taranaki, Drapery, Millinery, and Dressmaking business; stock about £580; lease and goodwill given to good buyer. Splendid opportunity. Apply "Drapery," c/o Dominion. xyxy=(1343,830,1591,881)
text: By Telegraph.—Press Association. Blenheim, November 17. The Marlborough Racing Club's Spring Meeting opened to-day before a fair attendance. The course was in good order. Results:— xyxy=(566,156,807,197)
text: Browne, Pte. Randal Bertholdt (No. 8/1158). Next-of-kin, Mr. H. Browne, Upper Hutt. (Admitted 4th London General Hospital.) xyxy=(63,572,292,602)
heading: ADMITTED MILITARY HOSPITAL, TOOTING, LONDON. SLIGHTLY WOUNDED. xyxy=(73,1594,282,1629)
text: GRAND DOUBLE STAR PROGRAMME. No. 1 to-day extraordinary drama of charm, thrills, and mystery. THE GREAT SEXTON BLAKE. THE GREAT SEXTON BLAKE. No. 2— THE COUNTERFEITERS. THE COUNTERFEITERS. One of the most tense and sensational dramas yet screened. Keystone's 2 Reels of Clever, Crisp Fun by the famous "Fatty," the favourite funster of picture-comedy. FATTY'S TINTYPE TANGLE. FATTY'S TINTYPE TANGLE. A Tangle of Ticklish Situations that would make a sphinx smile. THE LATEST WAR GAZETTE. And THE MELBOURNE CUP. Prices—3d., 6d., and 1s. xyxy=(1762,122,1915,320)
text: Tamihana, Pte. Wi (No. 16/323). Next-of-kin, Rahi Tamihana, Kirikiri, Ruatoria (father). xyxy=(63,1304,292,1324)
ad-heading: HIGGINSON AND MACSHANE xyxy=(830,1067,1061,1084)
text: The Sydney owner, Mr. F. E. Young, has purchased the Bezique filly from Mr. G. M. Currie. Trainer J. O'Neill and A. Reader have also decided to take part with teams at the Trentham meeting. Horses owned by Messrs. W. Crawford and G. M. Currie were successful at the Marton meeting. The Wellington Racing Club's programme for the summer meeting is now out. xyxy=(825,361,1066,433)
text: P. ROBERT AND CO., MILITARY OUTFITTERS, EXPERT EMBROIDERERS. xyxy=(1764,1112,1922,1143)
text: Jones, Gunner Gwillyms Hophin (No. 2/1823). Next-of-kin, Mrs. K. Jones, 10 Derwood Terrace, Pontardaws, Auckland (mother). (Debt yet diagnosed.) Nelson, Driver Walter Joseph (No. 2/980). Next-of-kin, Tpr. J. Nelson, Main North Road, Eden Terrace, Auckland (father). (Septic knee.) xyxy=(63,759,292,821)
text: Messrs. Parker and Vincent, of Levin, offer for sale two small farms of five and ten acres each respectively. Details will be found in their xyxy=(63,1901,292,1932)
column-amusements-business xyxy=(1337,58,1597,1932)
heading: EMBARKED FOR ENGLAND, NOV. 3. xyxy=(65,1386,291,1398)
text: Handicapper: J. E. Henrys. Starter: F. Skipworth. Hon. Judge: J. R. L. Stanford. STRATFORD CUP HANDICAP (of 400 sovs.). Two miles. DOUGLAS HANDICAP (of 150 sovs.). Six furlongs. NGAERE HANDICAP (of 200 sovs.). Nominations close on MONDAY, 6th DECEMBER, 1915, with the undersigned. ALFRED COLEMAN, Secretary, Stratford. xyxy=(1084,1167,1325,1239)
text: Mr. H. G. Dickie's Fair Rock is showing fine form in his work at Hastings. The Riccarton trainer, J. W. Turner, has accepted an engagement with a big Australian stable, and will leave for Sydney shortly. The Auckland Trotting Club had a satisfactory meeting at Otahuhu, the totalisator figures showing an increase. Mr. C. Stead, the well-known Canterbury owner, was a visitor to the Riccarton meeting. His stable did well. xyxy=(825,441,1066,524)
subheading: HELP THE BOYS AT GALLIPOLI SATURDAY NEXT. xyxy=(1368,399,1566,423)
heading: MAORI CONTINGENT. PRONOUNCED OUT OF DANGER. xyxy=(74,1221,281,1245)
subheading: TEMPORARY APPOINTMENTS xyxy=(335,116,524,128)
text: NOTICE TO HEADMASTERS OF PUBLIC SCHOOLS. I SHALL be pleased if the Headmasters of the Public Schools will meet me in my Room, Town Hall, on SATURDAY NEXT the 20th instant, at 11 a.m. to Receive Treasurer's and Auditor's Reports. To Arrange for Transmission of Fund to London. JOHN P. LUKE, Mayor of Wellington. 17th November, 1915. xyxy=(1084,490,1325,563)
text: A wonderful bill of pictures variety is now being screened at xyxy=(1100,79,1308,99)
logo-text: Everybody's xyxy=(1131,116,1278,149)
text: LADY, exceptional opportunity, connected Section, Open, also Fisheries, ladies, exceptional opportunity; good surroundings. Apply Box 117, G.P.O., Wellington. xyxy=(1343,694,1591,725)
kings-logo xyxy=(1343,94,1591,146)
heading: ADMITTED CONVALESCENT HOME, EPSOM. OTAGO BATTALION. xyxy=(65,1167,290,1190)
text: Turnaiscanzi, Pte. James Carroll (No. 16/269). Next-of-kin, Major E. P. Te Amiriangi, Carterton (father). xyxy=(63,1511,292,1531)
text: GALLIPOLI DAY. FLOWER STALLS. 150 Ladies Selling Flowers, and Gallipoli rosettes. xyxy=(1357,426,1578,446)
text: GOOD Printing promptly produced at moderate prices, at "Dominion" Job Printing Works. xyxy=(1343,1364,1591,1384)
text: The following letter has just been received by Mr. J. D. Oeschlikoski, Wellington, in answer to one sent to a New Zealand soldier who had not received a letter. Unfortunately since his words he was a victim in the Marquette disaster. This portion is headed Turin: xyxy=(825,577,1066,629)
subheading: NEWS AND NOTES xyxy=(371,92,489,104)
text: Solomon, Pte. Rai (No. 16/372). Next-of-kin, Te Warena, Otaua. xyxy=(63,1456,292,1476)
logo-text: THE EMPRESS xyxy=(1763,61,1881,115)
heading: ADMITTED 3rd BIRMINGHAM WAR HOSPITAL, NORTHFIELD. ENTERIC. xyxy=(64,1539,292,1563)
heading: ADMITTED 2nd SOUTHERN GENERAL HOSPITAL, BRISTOL, SICK. ARMY SERVICE CORPS. xyxy=(78,945,277,981)
film-poster-image xyxy=(1343,167,1591,339)
text: 30th NOVEMBER and 1st DECEMBER. OWNERS and TRAINERS are reminded that Acceptances for all Flat Handicaps on the First Day, and for MAIDEN SCURRY (Two Year-olds) on the Second Day, close on FRIDAY, the 19th inst., at 8.30 p.m. EDMD. GOODBEHERE, Secretary, Fielding. xyxy=(1084,1051,1325,1113)
text: ELECTRIC HACK HANDICAP, of 50 sovs. Six furlongs. 1 Orlando, 8st. 4lb. 2 Lady Violetta, 8st. 8lb. 3 Fountainful, 8st. 9lb. Also started: Excitement, 8st.; Portland Flame, 7st. 10lb.; Superstition, 7st. 10lb. Won by a neck. Time, 1min. 18sec. xyxy=(566,431,807,482)
text: LATEST Power Machinery for manufacturing all kinds of Metal Badges, Buttons, Medals, Disks, etc. P.O. BOX 83, PALMERSTON NORTH (One minute from Post Office). xyxy=(1600,1074,1758,1126)
subheading: UNCLE TOM FUND. xyxy=(1143,475,1265,487)
text: CANTERBURY BATTALION. Douglas, Pte. John (No. 6/1113). Next-of-kin, Mr. R. Douglas, 6 Afercane Place, Winchburgh, Linlithgow, Scotland. (Debility, slight.) xyxy=(63,58,292,99)
text: SPLENDID Stand, good town, low rent, 3½ years' lease; average monthly takings, £180; no rates. Good reason for selling. Price £375, stock extra. Apply RATLIFF LAND AGENCY, Feilding. xyxy=(1343,1113,1591,1154)
heading: ADMITTED RED CROSS HOSPITAL, DUNDEE, SICK, JAUNDICE. ENGINEERS. xyxy=(68,1022,287,1058)
section-title: MINING NEWS xyxy=(888,826,1003,844)
text: The following is the return from the Ross Goldfields—64oz. 6dwt. of gold from 1000 tons for the fortnight. xyxy=(825,1032,1066,1053)
text: LEAP FROM AN OCEAN LINER. LEAP FROM AN OCEAN LINER. LEAP FROM AN OCEAN LINER. LEAP FROM AN OCEAN LINER. xyxy=(1084,226,1325,257)
subheading: THE PUBLIC TRUST OFFICE ACT, 1908 (Section 56). xyxy=(1099,707,1310,731)
text: SPECIAL FEATURE PICTURES. SPECIAL FEATURE PICTURES. Pictures to suit everybody. MAGNIFICENT DRAMATIC STAR. 2000ft. of Comedy. 2000ft. Barefoot! Ideal of Adventure. Grand Melodramatic Sensation. xyxy=(1084,177,1325,218)
text: Smith, Rfmn. Valentine Leonard (No. 23/986). Next-of-kin, Mr. Arthur Smith, Keena, Te Kuiti (father). xyxy=(63,1139,292,1159)
text: Mundy, Driver Charles Henry (No. 3/324). Next-of-kin, Mrs. A. C. Mundy, c/o Mrs. J. C. Gordon, Park Road, Carterton (wife). xyxy=(63,985,292,1015)
text: The following temporary appointments are approved of by the Camp Commandant at Trentham:—Q.M.S. J. M'Farlane, to be R.Q.M.S. 10th Mounted Reinforcements; Cpl. D. M'Intosh, to be Q.M.S., A Squadron, 10th Mounted Reinforcements; Tpr. C. V. Parry, to be Q.M.S., B Squadron, 10th Mounted Reinforcements; Pte. W. Paterson, to be Q.M.S., C Squadron, 10th Mounted Reinforcements; Pte. G. Heslin, to be Q.M.S., D Squadron, 10th Mounted Reinforcements; Pte. F. C. Maynard, to be R.Q.M.S., 10th Infantry Reinforcements; Corpl. R. Roskilly, to be Q.M.S., A Company, 10th Infantry Reinforcements; Pte. R. P. Holmes, to be Q.M.S., B Company, 10th Infantry Reinforcements; Pte. J. Lewis, to be Q.M.S., C Company, 10th Infantry Reinforcements; Pte. N. Wallace, to be Q.M.S., D Company, 10th Infantry Reinforcements; Cpl. C. Aiken, to be Q.M.S., E Company, 10th Infantry Reinforcements; Pte. C. Johnstone, to be Q.M.S., F Company, 10th Infantry Reinforcements; Pte. A. Charlton, to be Q.M.S., N.Z.F.A. Reinforcements; Pte. T. Bretell, to be Q.M.S., Engineers Reinforcements; Sergeant Staff, Q.M. Stores; Corpl. E. Brown, to be Q.M.S., Headquarters Staff, Q.M. Stores; Corpl. D. Collis, to be Q.M.S., Headquarters Staff, Q.M. Stores; Corpl. C. Duncan, to be Q.M.S., Headquarters Staff, Q.M. Stores; Sergt. T. Fitz, to be Q.M.S., Headquarters Staff, Q.M. Stores; Sergt. J. Phillips, to be Q.M.S., Headquarters Staff, Q.M. Stores; Corpl. C. Pratt, to be Q.M.S., Headquarters Staff, Q.M. Stores; Sergt. B. Robb, to be Q.M.S., Headquarters Staff, Q.M. Stores; Corpl. C. Walker, to be Q.M.S., Headquarters Staff, Q.M. Stores; Corpl. D. Watson, to be Q.M.S., Headquarters Staff, Q.M. Stores; Corpl. C. Knight, to be sergeant, Headquarters Staff, Q.M. Stores; Corpl. R. M'Dowell, to be sergeant, Headquarters Staff, Q.M. Stores; Corpl. J. O. Wilson, to be sergeant, Headquarters Staff, Q.M. Stores; Pte. R. W. Davidson, to be corporal, Headquarters Staff, Q.M. Stores; Pte. J. Holmes, to be corporal, Headquarters Staff, Q.M. Stores; Pte. A. C. Turner, to be corporal, Headquarters Staff, Q.M. Stores; Pte. R. Walsh, to be corporal, Headquarters Staff, Q.M. Stores. xyxy=(311,195,548,643)
text: Kotua, Pte. Hohepa Toutenui (No. 16/273). Next-of-kin, Mrs. H. Kotua, Croixelles, Nelson. xyxy=(63,1688,292,1708)
text: Drawing to take place Town Hall, Wellington (tickets in) on THURSDAY EVENING, 30th DECEMBER, at 8 o'clock. Ladies and gentlemen are requested to assist in the sale of tickets. Books and tickets may be obtained from the Secretary. JOSEPH LEWIS, General Secretary, 18 Grey Street, Wellington. xyxy=(1600,728,1924,780)
text: A SMALL General Engineering Business, situated in Palmerston North. Plant is modern, and this is an excellent opportunity for an energetic man with small capital. Present owner compelled to retire owing to illness; 8 years' lease. 25s. per week; no goodwill required for quick sale. Apply Box 239, Palmerston North. xyxy=(1343,1006,1591,1078)
text: No. 1 N.Z. Station Hospital, Port Said, October 1, 1915. xyxy=(825,636,1065,646)
